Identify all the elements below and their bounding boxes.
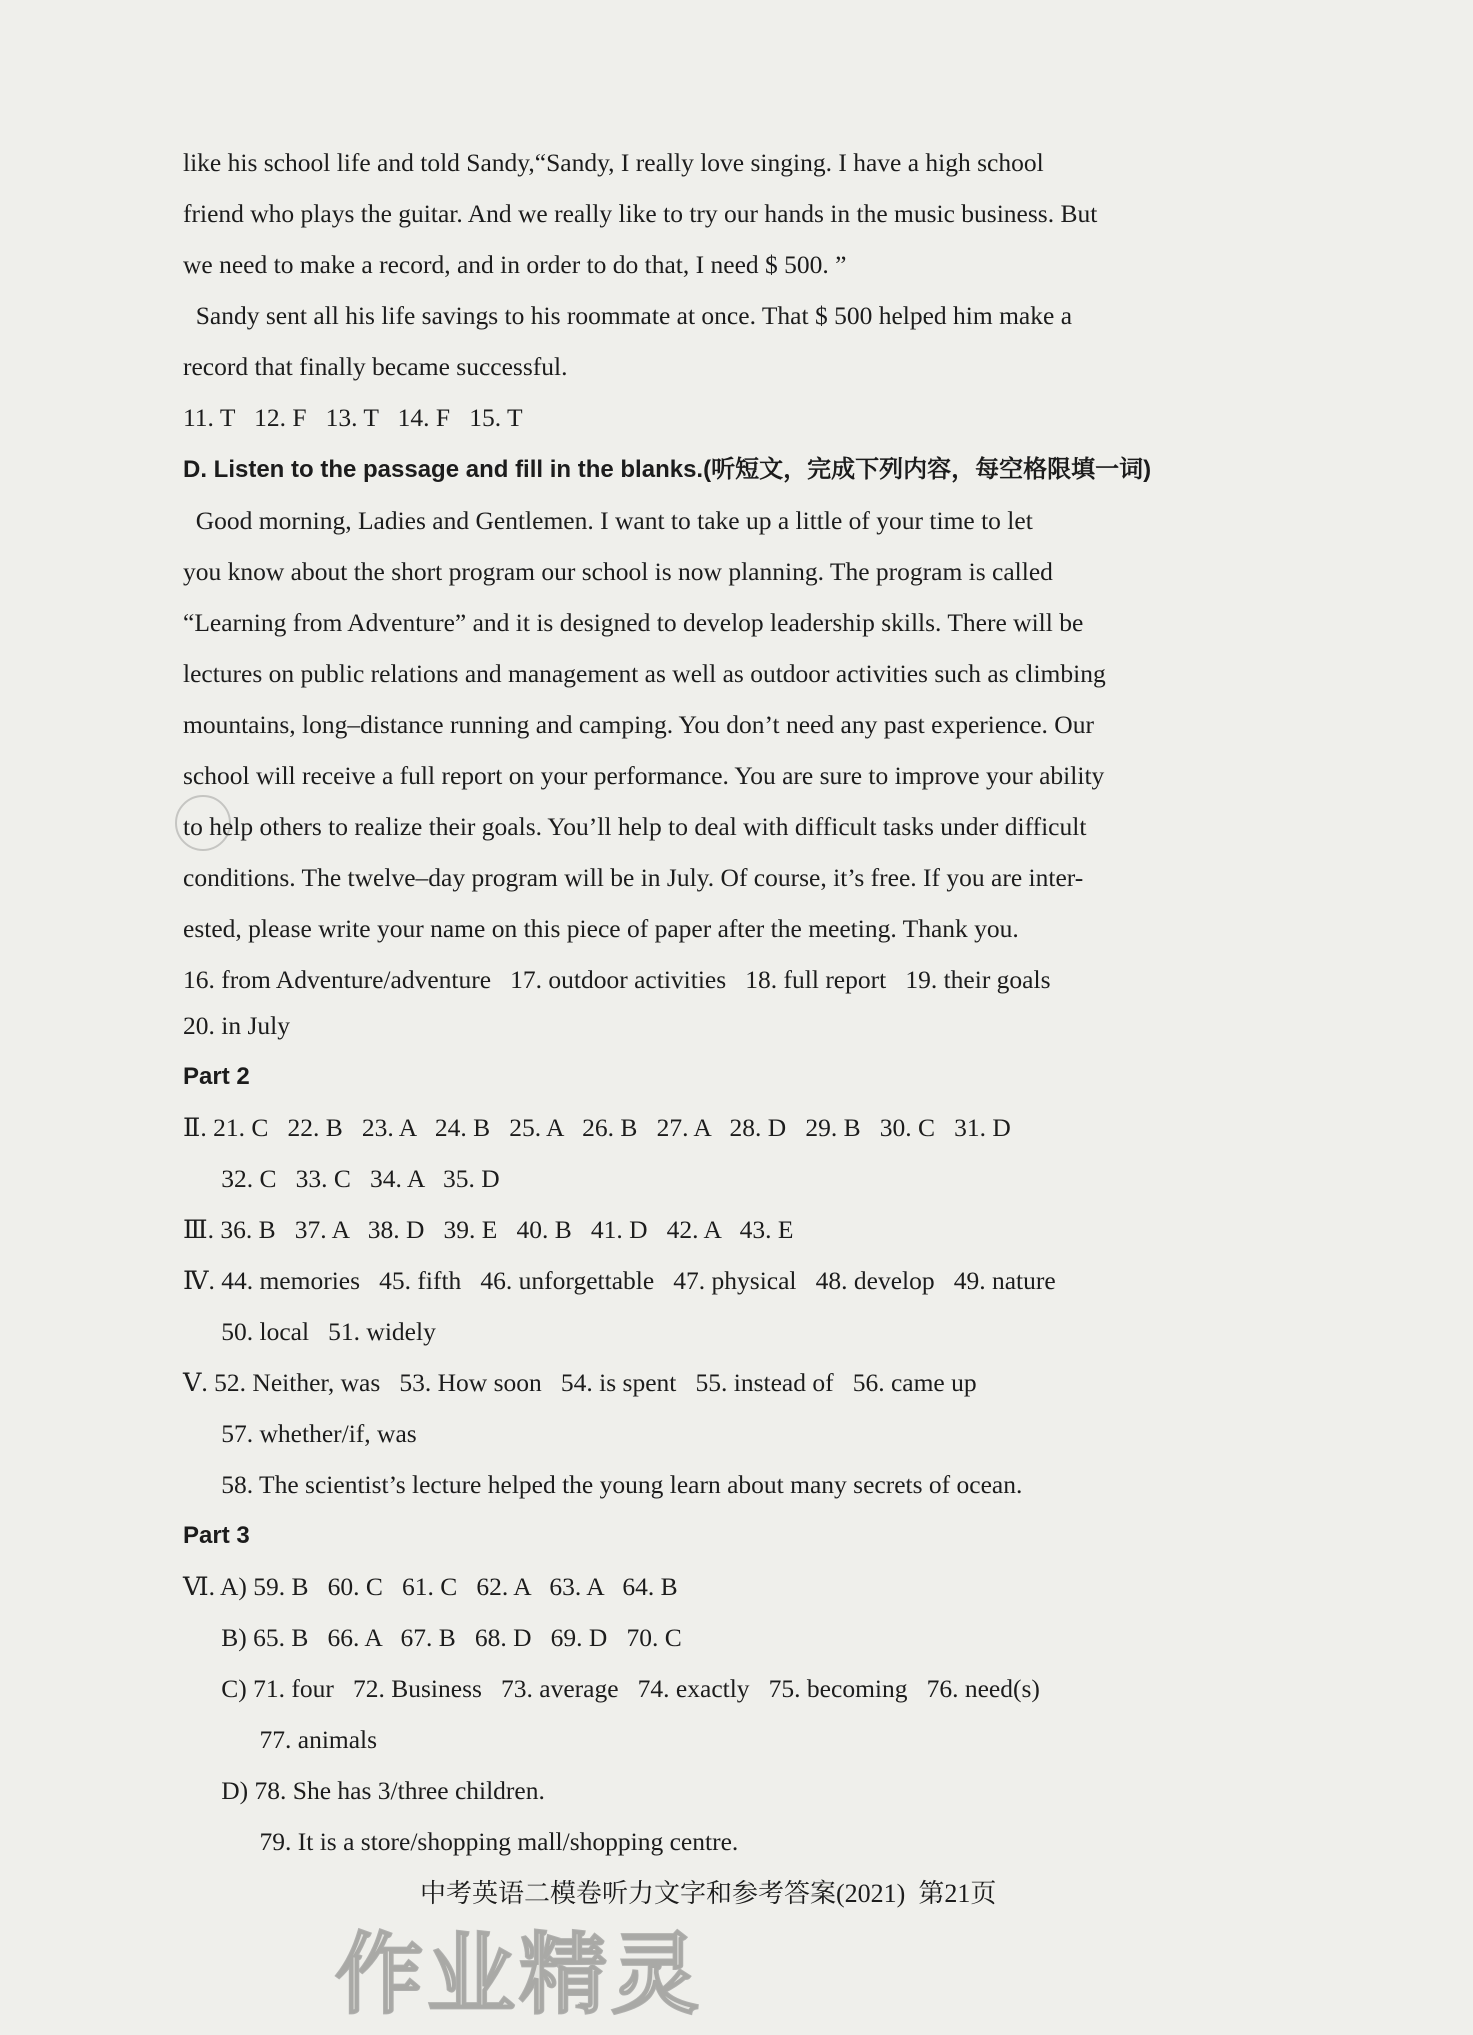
part2-row-2: 32. C 33. C 34. A 35. D <box>183 1164 500 1193</box>
passage-c-line-2: friend who plays the guitar. And we really like to try our hands in the music business. But <box>183 199 1098 228</box>
passage-d-line-5: mountains, long–distance running and camping. You don’t need any past experience. Our <box>183 710 1094 739</box>
passage-d-line-9: ested, please write your name on this piece of paper after the meeting. Thank you. <box>183 914 1019 943</box>
passage-c-line-4: Sandy sent all his life savings to his roommate at once. That $ 500 helped him make a <box>183 301 1073 330</box>
part2-row-3: Ⅲ. 36. B 37. A 38. D 39. E 40. B 41. D 42. A 43. E <box>183 1215 794 1244</box>
part3-row-5: D) 78. She has 3/three children. <box>183 1776 545 1805</box>
part3-row-2: B) 65. B 66. A 67. B 68. D 69. D 70. C <box>183 1623 682 1652</box>
part3-row-3: C) 71. four 72. Business 73. average 74. exactly 75. becoming 76. need(s) <box>183 1674 1040 1703</box>
section-d-heading: D. Listen to the passage and fill in the blanks.(听短文，完成下列内容，每空格限填一词) <box>183 456 1152 483</box>
answers-11-15: 11. T 12. F 13. T 14. F 15. T <box>183 403 523 432</box>
part2-row-1: Ⅱ. 21. C 22. B 23. A 24. B 25. A 26. B 27. A 28. D 29. B 30. C 31. D <box>183 1113 1011 1142</box>
passage-d-line-7: to help others to realize their goals. You’ll help to deal with difficult tasks under difficult <box>183 812 1087 841</box>
passage-d-line-8: conditions. The twelve–day program will be in July. Of course, it’s free. If you are inter- <box>183 863 1084 892</box>
passage-d-line-1: Good morning, Ladies and Gentlemen. I want to take up a little of your time to let <box>183 506 1033 535</box>
part2-row-7: 57. whether/if, was <box>183 1419 417 1448</box>
part2-row-8: 58. The scientist’s lecture helped the young learn about many secrets of ocean. <box>183 1470 1023 1499</box>
passage-d-line-2: you know about the short program our school is now planning. The program is called <box>183 557 1053 586</box>
part-2-title: Part 2 <box>183 1063 250 1090</box>
passage-d-line-3: “Learning from Adventure” and it is designed to develop leadership skills. There will be <box>183 608 1084 637</box>
passage-c-line-3: we need to make a record, and in order to do that, I need $ 500. ” <box>183 250 847 279</box>
answers-16-19: 16. from Adventure/adventure 17. outdoor activities 18. full report 19. their goals <box>183 965 1051 994</box>
passage-d-line-6: school will receive a full report on your performance. You are sure to improve your ability <box>183 761 1105 790</box>
stamp-seal-icon <box>175 795 231 851</box>
passage-c-line-1: like his school life and told Sandy,“Sandy, I really love singing. I have a high school <box>183 148 1044 177</box>
page-footer: 中考英语二模卷听力文字和参考答案(2021) 第21页 <box>420 1879 997 1908</box>
part-3-title: Part 3 <box>183 1522 250 1549</box>
passage-d-line-4: lectures on public relations and management as well as outdoor activities such as climbing <box>183 659 1106 688</box>
watermark-logo: 作业精灵 <box>335 1923 704 2026</box>
part3-row-4: 77. animals <box>183 1725 378 1754</box>
part2-row-4: Ⅳ. 44. memories 45. fifth 46. unforgettable 47. physical 48. develop 49. nature <box>183 1266 1056 1295</box>
passage-c-line-5: record that finally became successful. <box>183 352 568 381</box>
answers-20: 20. in July <box>183 1011 290 1040</box>
part3-row-1: Ⅵ. A) 59. B 60. C 61. C 62. A 63. A 64. B <box>183 1572 678 1601</box>
part2-row-5: 50. local 51. widely <box>183 1317 436 1346</box>
part3-row-6: 79. It is a store/shopping mall/shopping centre. <box>183 1827 739 1856</box>
part2-row-6: Ⅴ. 52. Neither, was 53. How soon 54. is spent 55. instead of 56. came up <box>183 1368 977 1397</box>
